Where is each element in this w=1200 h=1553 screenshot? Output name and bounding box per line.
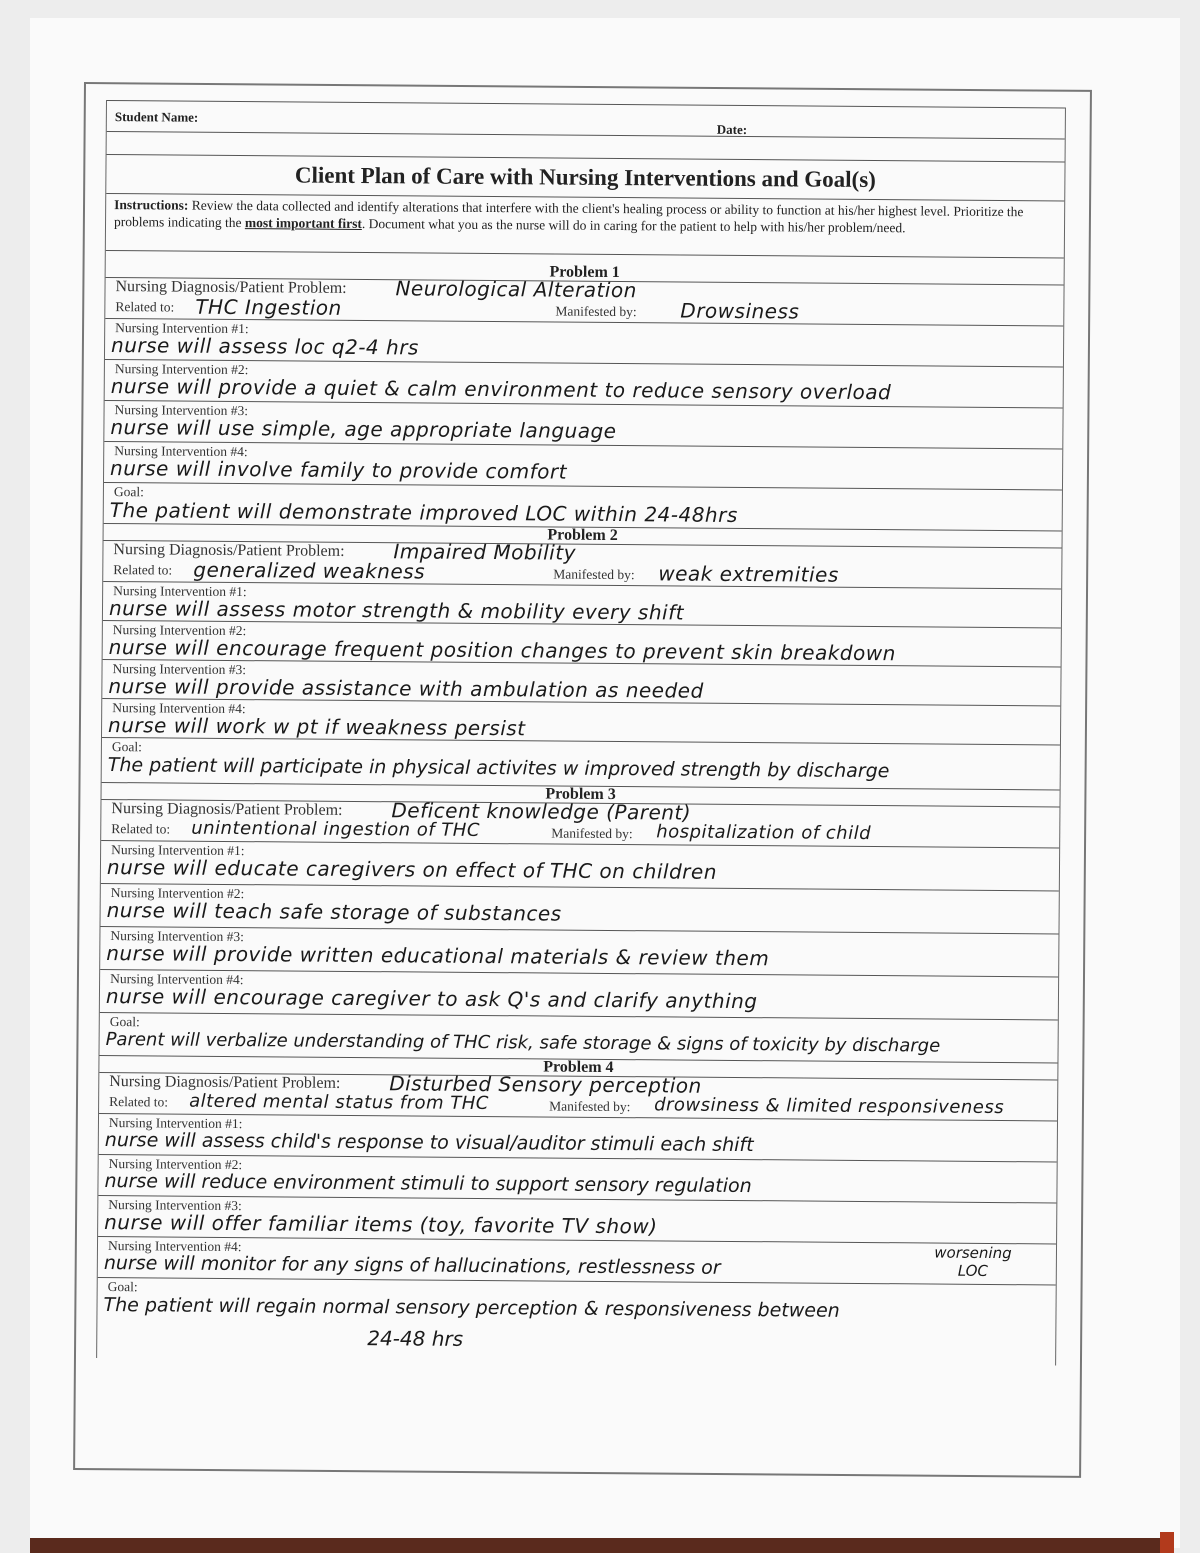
intervention-1-value: nurse will assess loc q2-4 hrs [110,333,419,360]
diagnosis-value: Deficent knowledge (Parent) [391,798,692,825]
intervention-2-label: Nursing Intervention #2: [110,885,245,902]
intervention-4-label: Nursing Intervention #4: [114,443,248,460]
manifested-label: Manifested by: [549,1098,631,1115]
goal-extra: 24-48 hrs [367,1326,464,1351]
intervention-3-row [100,926,1058,977]
intervention-1-row [101,840,1059,891]
related-value: unintentional ingestion of THC [191,817,481,841]
intervention-2-value: nurse will teach safe storage of substances [106,898,562,926]
diagnosis-value: Neurological Alteration [395,276,637,303]
diagnosis-value: Disturbed Sensory perception [389,1071,702,1098]
problem-4-heading: Problem 4 [543,1058,614,1077]
goal-row [102,737,1060,790]
related-value: altered mental status from THC [189,1090,489,1115]
intervention-4-label: Nursing Intervention #4: [110,971,244,988]
problem-3-heading: Problem 3 [545,785,616,804]
intervention-3-label: Nursing Intervention #3: [108,1197,242,1214]
related-label: Related to: [115,299,175,315]
date-label: Date: [716,121,748,138]
goal-value: The patient will demonstrate improved LOC within 24-48hrs [109,498,738,527]
related-label: Related to: [109,1094,169,1110]
intervention-2-value: nurse will encourage frequent position changes to prevent skin breakdown [108,635,896,666]
instructions-label: Instructions: [114,197,189,213]
manifested-value: Drowsiness [680,298,800,324]
intervention-4-extra: worsening LOC [934,1243,1012,1280]
intervention-1-label: Nursing Intervention #1: [111,842,245,859]
goal-label: Goal: [113,484,144,500]
problem-4-section [97,1055,1057,1366]
goal-value: Parent will verbalize understanding of THC risk, safe storage & signs of toxicity by discharge [105,1029,941,1057]
intervention-3-label: Nursing Intervention #3: [110,928,244,945]
intervention-3-value: nurse will provide written educational materials & review them [106,941,770,971]
manifested-label: Manifested by: [551,825,633,842]
related-label: Related to: [111,821,171,837]
intervention-3-value: nurse will use simple, age appropriate language [110,415,617,444]
intervention-4-value: nurse will monitor for any signs of hallucinations, restlessness or [103,1252,721,1279]
problem-3-section [99,782,1059,1063]
goal-label: Goal: [109,1014,140,1030]
related-value: generalized weakness [193,557,426,584]
intervention-1-value: nurse will assess child's response to visual/auditor stimuli each shift [104,1129,754,1157]
manifested-label: Manifested by: [555,303,637,320]
problem-1-section [104,250,1064,531]
intervention-2-value: nurse will reduce environment stimuli to support sensory regulation [104,1170,752,1198]
related-label: Related to: [113,562,173,578]
intervention-4-value: nurse will encourage caregiver to ask Q's and clarify anything [105,984,758,1014]
manifested-value: weak extremities [658,561,839,587]
related-value: THC Ingestion [195,294,342,320]
instructions-text-1: Review the data collected and identify alterations that interfere with the client's healing process or ability to function at his/her highest level. Prioritize the problems indicating the [113,197,1024,231]
manifested-label: Manifested by: [553,566,635,583]
page-title: Client Plan of Care with Nursing Interventions and Goal(s) [294,162,876,193]
diagnosis-label: Nursing Diagnosis/Patient Problem: [111,800,343,819]
problem-2-section [102,523,1062,790]
bottom-edge [30,1538,1172,1553]
manifested-value: drowsiness & limited responsiveness [654,1094,1005,1119]
intervention-2-label: Nursing Intervention #2: [108,1156,243,1173]
intervention-2-row [101,883,1059,934]
intervention-1-label: Nursing Intervention #1: [108,1115,243,1132]
diagnosis-label: Nursing Diagnosis/Patient Problem: [113,541,345,560]
diagnosis-label: Nursing Diagnosis/Patient Problem: [109,1073,341,1092]
intervention-4-value: nurse will involve family to provide comfort [110,456,568,484]
goal-label: Goal: [107,1279,138,1295]
intervention-4-label: Nursing Intervention #4: [107,1238,242,1255]
instructions-emphasis: most important first [244,215,362,232]
intervention-3-value: nurse will provide assistance with ambulation as needed [108,674,704,703]
intervention-4-row [100,969,1058,1020]
instructions-text-2: . Document what you as the nurse will do in caring for the patient to help with his/her problem/need. [361,216,906,236]
instructions [106,193,1064,258]
intervention-3-label: Nursing Intervention #3: [112,661,247,678]
goal-label: Goal: [111,739,142,755]
diagnosis-label: Nursing Diagnosis/Patient Problem: [115,278,347,297]
intervention-1-value: nurse will assess motor strength & mobility every shift [108,596,685,625]
intervention-2-label: Nursing Intervention #2: [114,361,249,378]
care-plan-form [96,100,1066,1366]
intervention-1-value: nurse will educate caregivers on effect of THC on children [106,855,718,884]
corner-mark [1160,1532,1174,1553]
goal-value: The patient will participate in physical activites w improved strength by discharge [107,754,890,783]
goal-value: The patient will regain normal sensory perception & responsiveness between [103,1294,840,1322]
problem-1-heading: Problem 1 [549,263,620,282]
intervention-1-label: Nursing Intervention #1: [115,320,249,337]
intervention-2-label: Nursing Intervention #2: [112,622,247,639]
intervention-4-value: nurse will work w pt if weakness persist [107,713,526,741]
manifested-value: hospitalization of child [656,821,872,845]
problem-2-heading: Problem 2 [547,526,618,545]
diagnosis-value: Impaired Mobility [393,539,577,565]
intervention-2-value: nurse will provide a quiet & calm environment to reduce sensory overload [110,374,892,405]
goal-row [97,1277,1056,1366]
intervention-1-label: Nursing Intervention #1: [113,583,247,600]
goal-row [99,1012,1057,1063]
intervention-4-label: Nursing Intervention #4: [112,700,246,717]
intervention-3-value: nurse will offer familiar items (toy, favorite TV show) [104,1210,658,1239]
student-name-label: Student Name: [114,109,199,125]
intervention-3-label: Nursing Intervention #3: [114,402,249,419]
